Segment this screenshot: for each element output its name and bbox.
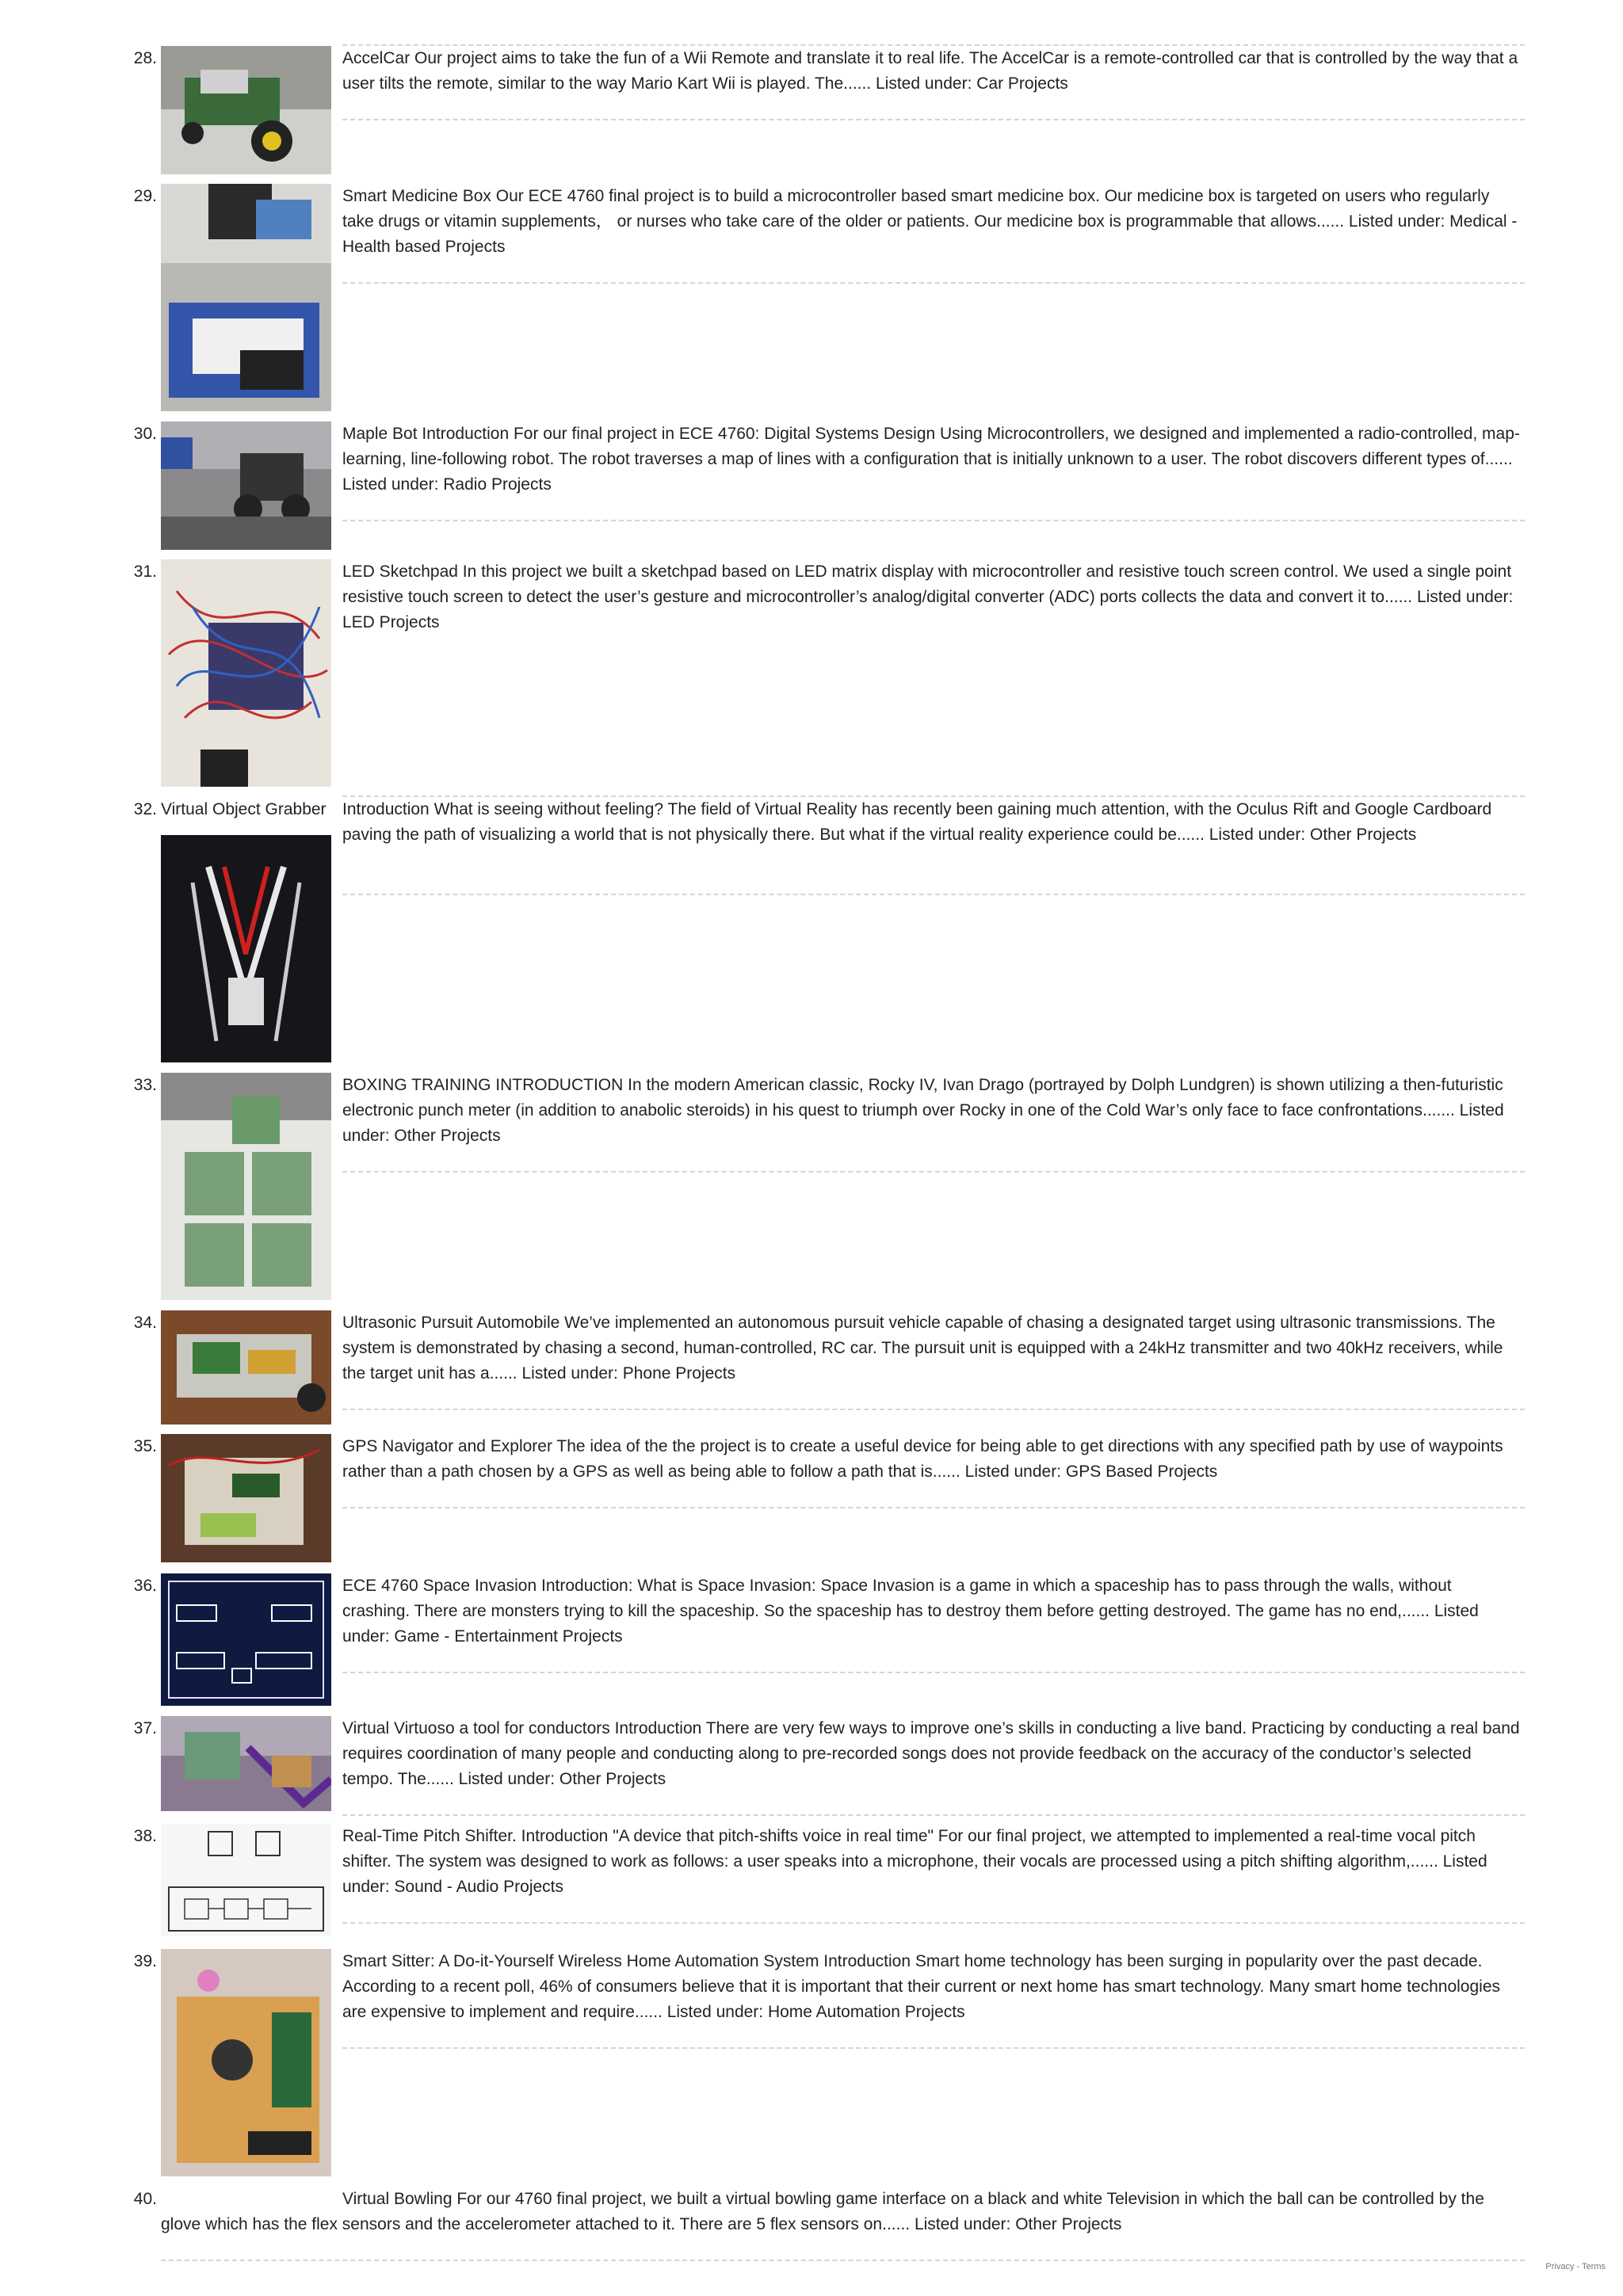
project-description[interactable]: AccelCar Our project aims to take the fun of a Wii Remote and translate it to real life. The AccelCar is a remote-controlled car that is controlled by the way that a user tilts the remote, similar to the way Mario Kart Wii is played. The...... Listed under: Car Projects: [342, 49, 1518, 93]
divider: [342, 1922, 1525, 1924]
item-number: 33.: [133, 1076, 157, 1094]
project-description[interactable]: Virtual Virtuoso a tool for conductors Introduction There are very few ways to improve one’s skills in conducting a live band. Practicing by conducting a real band requires coordination of many people and conducting along to pre-recorded songs does not provide feedback on the accuracy of the conductor’s selected tempo. The...... Listed under: Other Projects: [342, 1719, 1520, 1788]
conductor-tool-photo-icon: [161, 1716, 331, 1811]
divider: [161, 2260, 1525, 2261]
project-thumbnail[interactable]: [161, 1949, 331, 2176]
item-number: 39.: [133, 1952, 157, 1970]
robot-photo-icon: [161, 421, 331, 550]
item-number: 35.: [133, 1437, 157, 1455]
project-thumbnail[interactable]: [161, 184, 331, 411]
divider: [342, 1814, 1525, 1816]
project-description[interactable]: BOXING TRAINING INTRODUCTION In the modern American classic, Rocky IV, Ivan Drago (portrayed by Dolph Lundgren) is shown utilizing a then-futuristic electronic punch meter (in addition to anabolic steroids) in his quest to triumph over Rocky in one of the Cold War’s only face to face confrontations....... Listed under: Other Projects: [342, 1076, 1504, 1145]
divider: [342, 520, 1525, 521]
divider: [342, 1171, 1525, 1173]
divider: [342, 1409, 1525, 1410]
item-number: 30.: [133, 425, 157, 443]
project-thumbnail[interactable]: [161, 1716, 331, 1811]
project-thumbnail[interactable]: [161, 1310, 331, 1425]
divider: [342, 119, 1525, 120]
divider: [342, 282, 1525, 284]
project-thumbnail[interactable]: [161, 1434, 331, 1562]
item-number: 32.: [133, 800, 157, 818]
project-thumbnail[interactable]: [161, 421, 331, 550]
item-number: 31.: [133, 563, 157, 581]
divider: [342, 1507, 1525, 1508]
home-automation-board-icon: [161, 1949, 331, 2176]
project-thumbnail[interactable]: [161, 559, 331, 787]
project-thumbnail[interactable]: [161, 1573, 331, 1706]
car-photo-icon: [161, 46, 331, 174]
item-number: 34.: [133, 1314, 157, 1332]
medicine-box-photo-icon: [161, 184, 331, 411]
project-description[interactable]: ECE 4760 Space Invasion Introduction: What is Space Invasion: Space Invasion is a game in which a spaceship has to pass through the walls, without crashing. There are monsters trying to kill the spaceship. So the spaceship has to destroy them before getting destroyed. The game has no end,...... Listed under: Game - Entertainment Projects: [342, 1577, 1479, 1646]
project-description[interactable]: Real-Time Pitch Shifter. Introduction "A device that pitch-shifts voice in real time" For our final project, we attempted to implemented a real-time vocal pitch shifter. The system was designed to work as follows: a user speaks into a microphone, their vocals are processed using a pitch shifting algorithm,...... Listed under: Sound - Audio Projects: [342, 1827, 1487, 1896]
project-thumbnail[interactable]: [161, 1073, 331, 1300]
project-thumbnail[interactable]: [161, 1824, 331, 1936]
item-number: 37.: [133, 1719, 157, 1737]
project-description[interactable]: Introduction What is seeing without feeling? The field of Virtual Reality has recently been gaining much attention, with the Oculus Rift and Google Cardboard paving the path of visualizing a world that is not physically there. But what if the virtual reality experience could be...... Listed under: Other Projects: [342, 800, 1492, 844]
divider: [342, 2047, 1525, 2049]
project-thumbnail[interactable]: [161, 835, 331, 1062]
grabber-photo-icon: [161, 835, 331, 1062]
item-number: 36.: [133, 1577, 157, 1595]
project-description[interactable]: Ultrasonic Pursuit Automobile We’ve implemented an autonomous pursuit vehicle capable of chasing a designated target using ultrasonic transmissions. The system is demonstrated by chasing a second, human-controlled, RC car. The pursuit unit is equipped with a 24kHz transmitter and two 40kHz receivers, while the target unit has a...... Listed under: Phone Projects: [342, 1314, 1503, 1383]
led-matrix-photo-icon: [161, 559, 331, 787]
project-thumbnail[interactable]: [161, 46, 331, 174]
item-number: 28.: [133, 49, 157, 67]
punch-meter-photo-icon: [161, 1073, 331, 1300]
item-number: 40.: [133, 2190, 157, 2208]
space-game-screen-icon: [161, 1573, 331, 1706]
gps-board-photo-icon: [161, 1434, 331, 1562]
item-number: 29.: [133, 187, 157, 205]
footer-links[interactable]: Privacy - Terms: [1545, 2262, 1606, 2271]
divider: [342, 1672, 1525, 1673]
pitch-shifter-diagram-icon: [161, 1824, 331, 1936]
project-description[interactable]: Smart Sitter: A Do-it-Yourself Wireless Home Automation System Introduction Smart home technology has been surging in popularity over the past decade. According to a recent poll, 46% of consumers believe that it is important that their current or next home has smart technology. Many smart home technologies are expensive to implement and require...... Listed under: Home Automation Projects: [342, 1952, 1500, 2021]
project-title[interactable]: Virtual Object Grabber: [161, 800, 327, 818]
project-description[interactable]: GPS Navigator and Explorer The idea of the the project is to create a useful device for being able to get directions with any specified path by use of waypoints rather than a path chosen by a GPS as well as being able to follow a path that is...... Listed under: GPS Based Projects: [342, 1437, 1503, 1481]
project-description[interactable]: LED Sketchpad In this project we built a sketchpad based on LED matrix display with microcontroller and resistive touch screen control. We used a single point resistive touch screen to detect the user’s gesture and microcontroller’s analog/digital converter (ADC) ports collects the data and convert it to...... Listed under: LED Projects: [342, 563, 1514, 631]
project-description[interactable]: Maple Bot Introduction For our final project in ECE 4760: Digital Systems Design Using Microcontrollers, we designed and implemented a radio-controlled, map-learning, line-following robot. The robot traverses a map of lines with a configuration that is initially unknown to a user. The robot discovers different types of...... Listed under: Radio Projects: [342, 425, 1520, 494]
item-number: 38.: [133, 1827, 157, 1845]
pursuit-car-photo-icon: [161, 1310, 331, 1425]
project-description[interactable]: Virtual Bowling For our 4760 final project, we built a virtual bowling game interface on a black and white Television in which the ball can be controlled by the glove which has the flex sensors and the accelerometer attached to it. There are 5 flex sensors on...... Listed under: Other Projects: [161, 2190, 1484, 2233]
divider: [342, 894, 1525, 895]
project-description[interactable]: Smart Medicine Box Our ECE 4760 final project is to build a microcontroller based smart medicine box. Our medicine box is targeted on users who regularly take drugs or vitamin supplements， or nurses who take care of the older or patients. Our medicine box is programmable that allows...... Listed under: Medical - Health based Projects: [342, 187, 1518, 256]
